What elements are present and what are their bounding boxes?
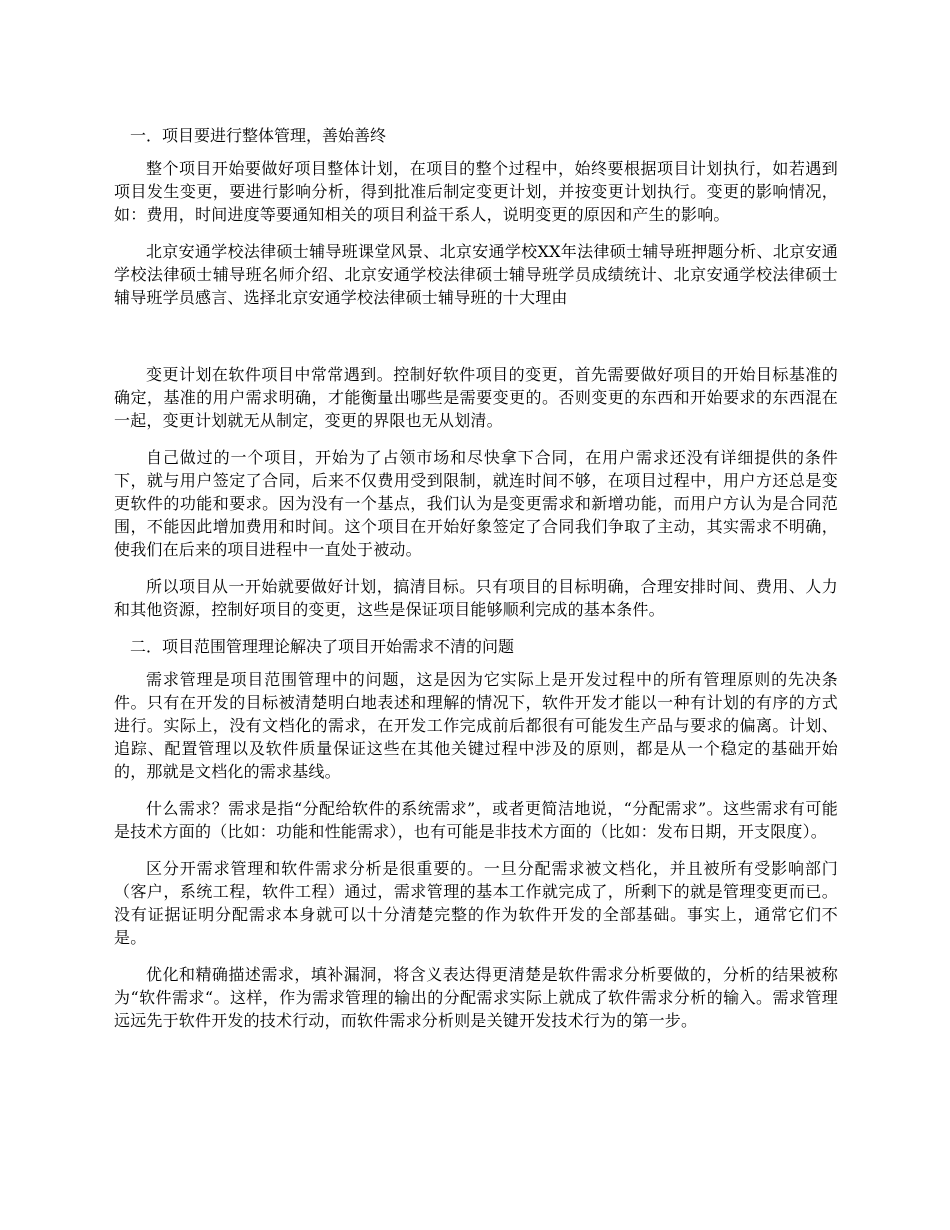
paragraph-6: 需求管理是项目范围管理中的问题，这是因为它实际上是开发过程中的所有管理原则的先决条件。只有在开发的目标被清楚明白地表述和理解的情况下，软件开发才能以一种有计划的有序的方式进行。实际上，没有文档化的需求，在开发工作完成前后都很有可能发生产品与要求的偏离。计划、追踪、配置管理以及软件质量保证这些在其他关键过程中涉及的原则，都是从一个稳定的基础开始的，那就是文档化的需求基线。 [114,670,838,781]
blank-space [114,323,838,363]
paragraph-8: 区分开需求管理和软件需求分析是很重要的。一旦分配需求被文档化，并且被所有受影响部门（客户，系统工程，软件工程）通过，需求管理的基本工作就完成了，所剩下的就是管理变更而已。没有证据证明分配需求本身就可以十分清楚完整的作为软件开发的全部基础。事实上，通常它们不是。 [114,859,838,947]
paragraph-5: 所以项目从一开始就要做好计划，搞清目标。只有项目的目标明确，合理安排时间、费用、人力和其他资源，控制好项目的变更，这些是保证项目能够顺利完成的基本条件。 [114,577,838,619]
paragraph-2: 北京安通学校法律硕士辅导班课堂风景、北京安通学校XX年法律硕士辅导班押题分析、北京安通学校法律硕士辅导班名师介绍、北京安通学校法律硕士辅导班学员成绩统计、北京安通学校法律硕士辅导班学员感言、选择北京安通学校法律硕士辅导班的十大理由 [114,242,838,307]
section-heading-1: 一．项目要进行整体管理，善始善终 [130,126,387,145]
paragraph-1: 整个项目开始要做好项目整体计划，在项目的整个过程中，始终要根据项目计划执行，如若遇到项目发生变更，要进行影响分析，得到批准后制定变更计划，并按变更计划执行。变更的影响情况，如：费用，时间进度等要通知相关的项目利益干系人，说明变更的原因和产生的影响。 [114,159,838,224]
paragraph-9: 优化和精确描述需求，填补漏洞，将含义表达得更清楚是软件需求分析要做的，分析的结果被称为“软件需求“。这样，作为需求管理的输出的分配需求实际上就成了软件需求分析的输入。需求管理远远先于软件开发的技术行动，而软件需求分析则是关键开发技术行为的第一步。 [114,965,838,1030]
section-heading-2: 二．项目范围管理理论解决了项目开始需求不清的问题 [130,637,515,656]
paragraph-3: 变更计划在软件项目中常常遇到。控制好软件项目的变更，首先需要做好项目的开始目标基准的确定，基准的用户需求明确，才能衡量出哪些是需要变更的。否则变更的东西和开始要求的东西混在一起，变更计划就无从制定，变更的界限也无从划清。 [114,365,838,430]
paragraph-7: 什么需求？需求是指“分配给软件的系统需求”，或者更简洁地说，“分配需求”。这些需求有可能是技术方面的（比如：功能和性能需求），也有可能是非技术方面的（比如：发布日期，开支限度）。 [114,799,838,841]
paragraph-4: 自己做过的一个项目，开始为了占领市场和尽快拿下合同，在用户需求还没有详细提供的条件下，就与用户签定了合同，后来不仅费用受到限制，就连时间不够，在项目过程中，用户方还总是变更软件的功能和要求。因为没有一个基点，我们认为是变更需求和新增功能，而用户方认为是合同范围，不能因此增加费用和时间。这个项目在开始好象签定了合同我们争取了主动，其实需求不明确，使我们在后来的项目进程中一直处于被动。 [114,448,838,559]
document-page [114,124,838,1046]
